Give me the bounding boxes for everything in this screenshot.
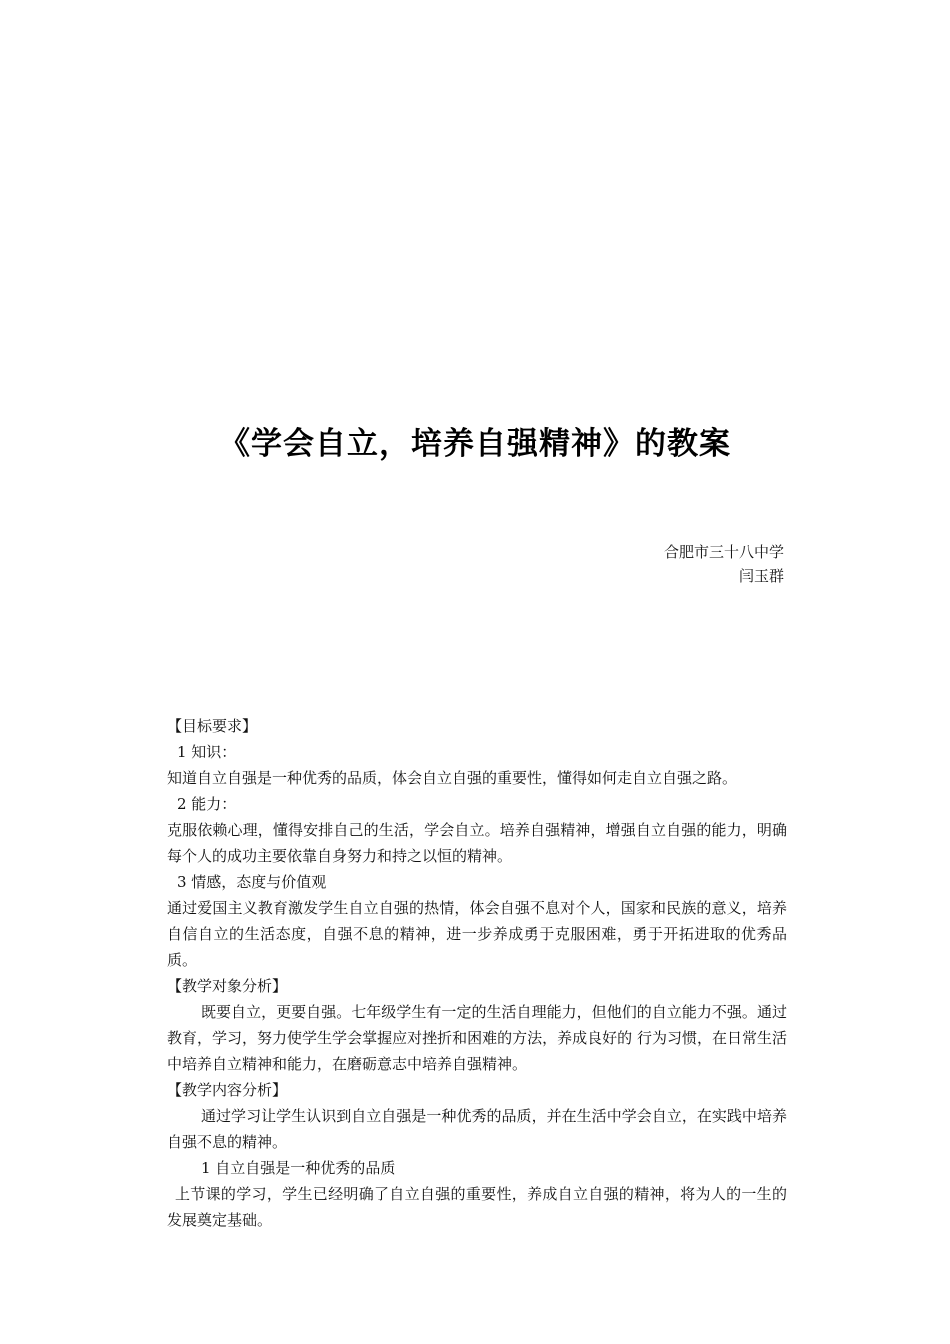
goals-heading: 【目标要求】: [167, 717, 258, 735]
emotion-label: 3 情感，态度与价值观: [177, 873, 327, 891]
point1-label: 1 自立自强是一种优秀的品质: [201, 1159, 396, 1177]
knowledge-label: 1 知识：: [177, 743, 237, 761]
content-text: 通过学习让学生认识到自立自强是一种优秀的品质，并在生活中学会自立，在实践中培养自强不息的精神。: [167, 1107, 787, 1151]
school-name: 合肥市三十八中学: [663, 543, 784, 561]
emotion-text: 通过爱国主义教育激发学生自立自强的热情，体会自强不息对个人，国家和民族的意义，培养自信自立的生活态度，自强不息的精神，进一步养成勇于克服困难，勇于开拓进取的优秀品质。: [167, 899, 787, 969]
audience-text: 既要自立，更要自强。七年级学生有一定的生活自理能力，但他们的自立能力不强。通过教育，学习，努力使学生学会掌握应对挫折和困难的方法，养成良好的 行为习惯，在日常生活中培养自立精神和能力，在磨砺意志中培养自强精神。: [167, 1003, 787, 1073]
ability-label: 2 能力：: [177, 795, 237, 813]
document-title: 《学会自立，培养自强精神》的教案: [219, 426, 731, 462]
document-body: [167, 713, 787, 1233]
knowledge-text: 知道自立自强是一种优秀的品质，体会自立自强的重要性，懂得如何走自立自强之路。: [167, 769, 738, 787]
author-name: 闫玉群: [738, 567, 784, 585]
ability-text: 克服依赖心理，懂得安排自己的生活，学会自立。培养自强精神，增强自立自强的能力，明确每个人的成功主要依靠自身努力和持之以恒的精神。: [167, 821, 787, 865]
byline: [664, 540, 784, 588]
audience-heading: 【教学对象分析】: [167, 977, 288, 995]
point1-text: 上节课的学习，学生已经明确了自立自强的重要性，养成自立自强的精神，将为人的一生的发展奠定基础。: [167, 1185, 787, 1229]
content-heading: 【教学内容分析】: [167, 1081, 288, 1099]
